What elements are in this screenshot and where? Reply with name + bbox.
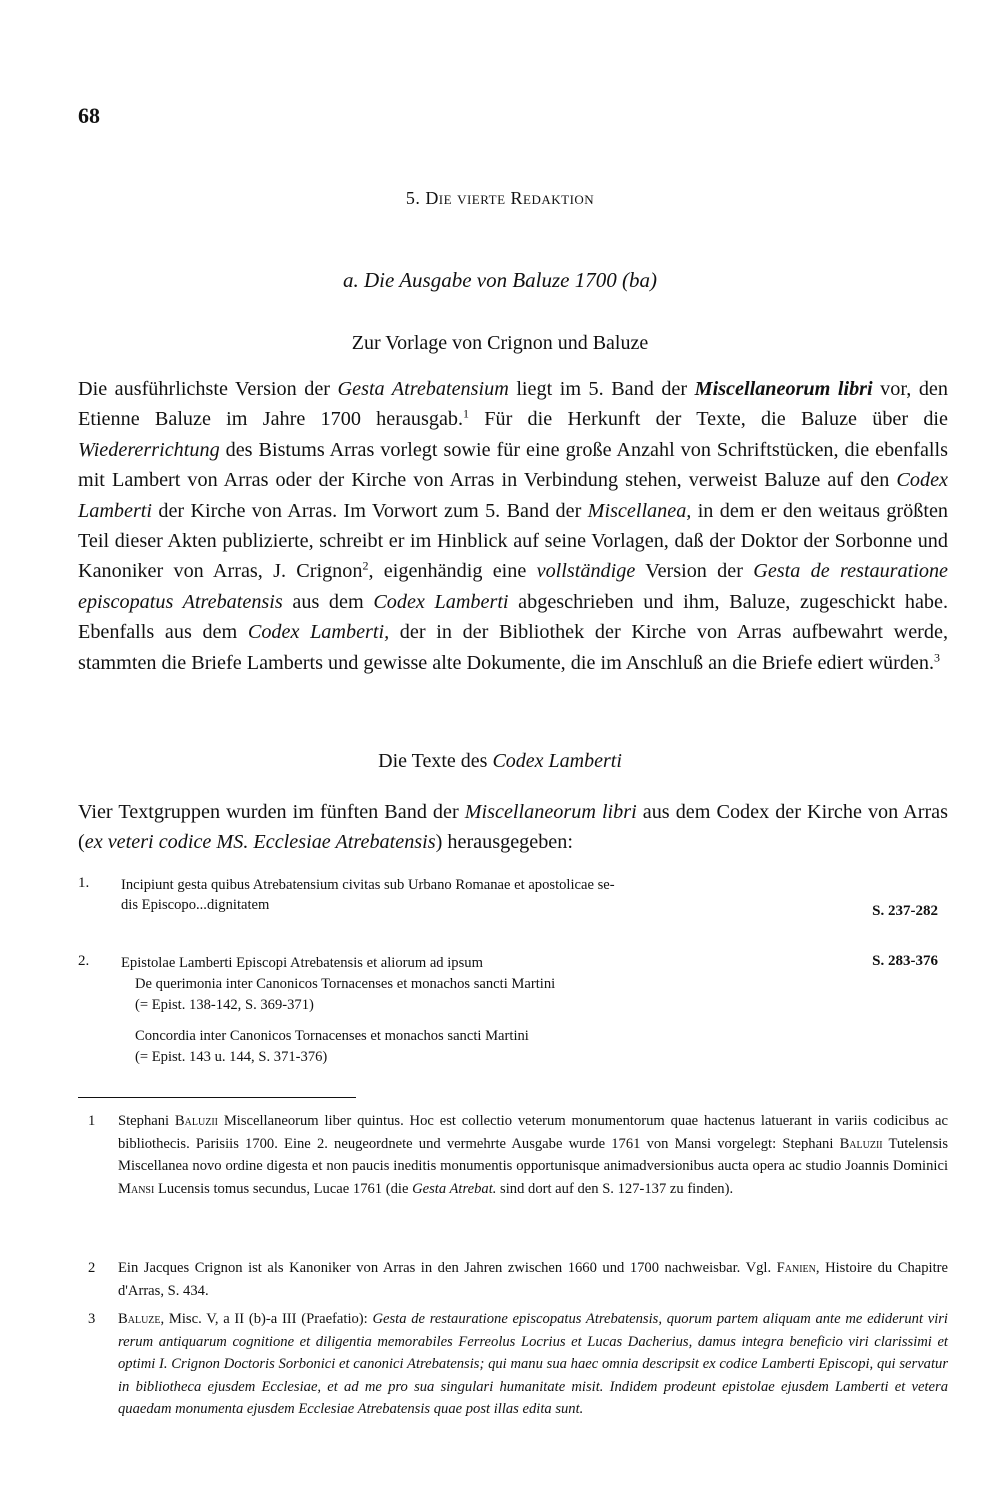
list-item-number: 2. bbox=[78, 953, 90, 969]
paragraph-2: Vier Textgruppen wurden im fünften Band der Miscellaneorum libri aus dem Codex der Kirche von Arras (ex veteri codice MS. Ecclesiae Atrebatensis) herausgegeben: bbox=[78, 801, 948, 854]
footnote-ref-2: 2 bbox=[362, 558, 369, 573]
section-number: 5. bbox=[405, 188, 421, 208]
list-item-text: Incipiunt gesta quibus Atrebatensium civitas sub Urbano Romanae et apostolicae se- dis Episcopo...dignitatem bbox=[121, 877, 615, 913]
footnote-text: Ein Jacques Crignon ist als Kanoniker von Arras in den Jahren zwischen 1660 und 1700 nachweisbar. Vgl. Fanien, Histoire du Chapitre d'Arras, S. 434. bbox=[118, 1260, 948, 1299]
page-number: 68 bbox=[78, 103, 100, 128]
section-title: Die vierte Redaktion bbox=[425, 188, 595, 208]
footnote-number: 1 bbox=[88, 1113, 96, 1129]
subheading-a: a. Die Ausgabe von Baluze 1700 (ba) bbox=[343, 268, 657, 292]
paragraph-1: Die ausführlichste Version der Gesta Atrebatensium liegt im 5. Band der Miscellaneorum libri vor, den Etienne Baluze im Jahre 1700 herausgab.$^1$ Für die Herkunft der Texte, die Baluze über die Wiedererrichtung des Bistums Arras vorlegt sowie für eine große Anzahl von Schriftstücken, die ebenfalls mit Lambert von Arras oder der Kirche von Arras in Verbindung stehen, verweist Baluze auf den Codex Lamberti der Kirche von Arras. Im Vorwort zum 5. Band der Miscellanea, in dem er den weitaus größten Teil dieser Akten publizierte, schreibt er im Hinblick auf seine Vorlagen, daß der Doktor der Sorbonne und Kanoniker von Arras, J. Crignon$^2$, eigenhändig eine vollständige Version der Gesta de restauratione episcopatus Atrebatensis aus dem Codex Lamberti abgeschrieben und ihm, Baluze, zugeschickt habe. Ebenfalls aus dem Codex Lamberti, der in der Bibliothek der Kirche von Arras aufbewahrt werde, stammten die Briefe Lamberts und gewisse alte Dokumente, die im Anschluß an die Briefe ediert würden.$^3$ bbox=[78, 378, 949, 674]
footnote-text: Baluze, Misc. V, a II (b)-a III (Praefatio): Gesta de restauratione episcopatus Atrebatensis, quorum partem aliquam ante me ediderunt viri rerum antiquarum cognitione et diligentia memorabiles Ferreolus Locrius et Lucas Dacherius, damus integra beneficio viri clarissimi et optimi I. Crignon Doctoris Sorbonici et canonici Atrebatensis; qui manu sua haec omnia descripsit ex codice Lamberti Episcopi, qui servatur in bibliotheca ejusdem Ecclesiae, et ad me pro sua singulari humanitate misit. Indidem prodeunt epistolae ejusdem Lamberti et vetera quaedam monumenta ejusdem Ecclesiae Atrebatensis quae post illas edita sunt. bbox=[118, 1311, 948, 1418]
footnote-text: Stephani Baluzii Miscellaneorum liber quintus. Hoc est collectio veterum monumentorum quae hactenus latuerant in variis codicibus ac bibliothecis. Parisiis 1700. Eine 2. neugeordnete und vermehrte Ausgabe wurde 1761 von Mansi vorgelegt: Stephani Baluzii Tutelensis Miscellanea novo ordine digesta et non paucis ineditis monumentis opportunisque animadversionibus aucta opera ac studio Joannis Dominici Mansi Lucensis tomus secundus, Lucae 1761 (die Gesta Atrebat. sind dort auf den S. 127-137 zu finden). bbox=[118, 1113, 948, 1197]
list-subentry: De querimonia inter Canonicos Tornacenses et monachos sancti Martini (= Epist. 138-142, S. 369-371) bbox=[135, 976, 556, 1013]
footnote-ref-1: 1 bbox=[463, 406, 470, 421]
list-item-pages: S. 283-376 bbox=[872, 953, 938, 969]
list-item-pages: S. 237-282 bbox=[872, 903, 938, 919]
section-heading bbox=[0, 188, 1000, 209]
footnote-divider bbox=[78, 1097, 356, 1098]
footnote-number: 2 bbox=[88, 1260, 96, 1276]
subheading-vorlage: Zur Vorlage von Crignon und Baluze bbox=[351, 332, 649, 354]
list-item-text: Epistolae Lamberti Episcopi Atrebatensis et aliorum ad ipsum bbox=[121, 955, 483, 971]
footnote-ref-3: 3 bbox=[934, 649, 941, 664]
list-subentry: Concordia inter Canonicos Tornacenses et monachos sancti Martini (= Epist. 143 u. 144, S. 371-376) bbox=[135, 1028, 529, 1065]
footnote-number: 3 bbox=[88, 1311, 96, 1327]
list-item-number: 1. bbox=[78, 875, 90, 891]
subheading-texte: Die Texte des Codex Lamberti bbox=[378, 750, 622, 772]
